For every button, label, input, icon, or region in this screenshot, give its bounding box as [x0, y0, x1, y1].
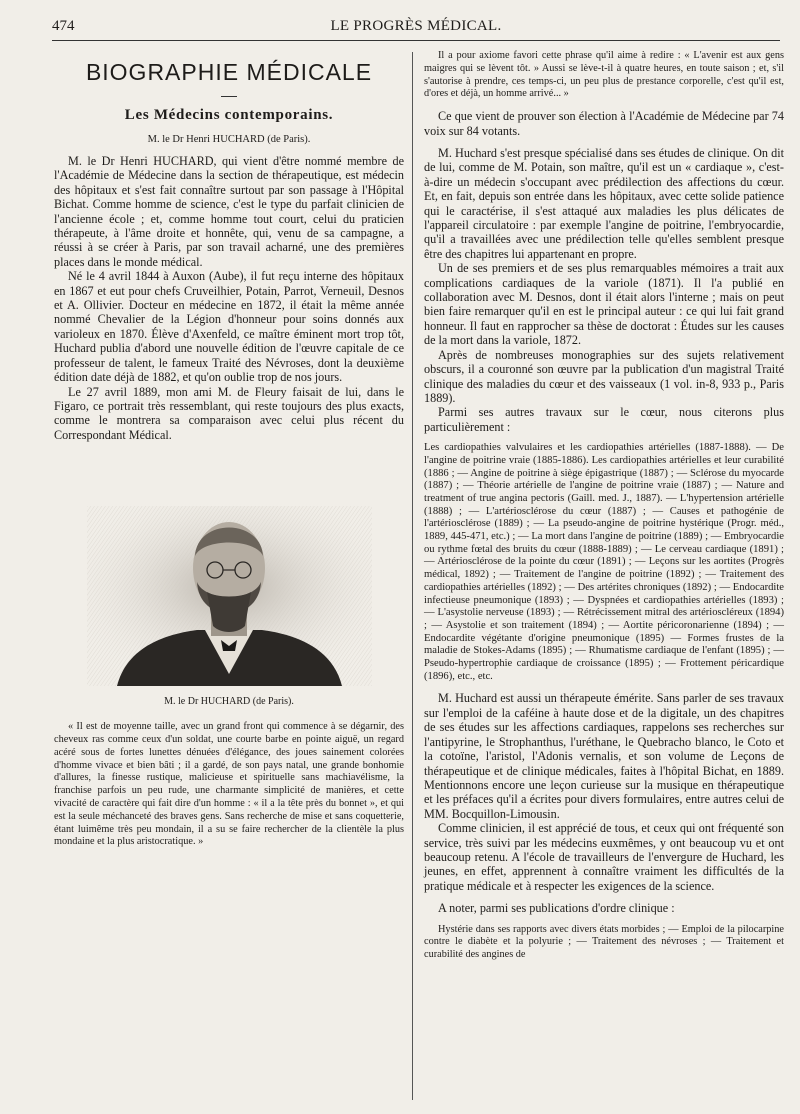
paragraph: M. Huchard est aussi un thérapeute émérite. Sans parler de ses travaux sur l'emploi de la caféine à haute dose et de la digitale, un des chapitres de ses études sur les affections cardiaques, rappelons ses recherches sur l'antipyrine, le Strophanthus, l'uréthane, le Quebracho blanco, le Coto et la cotoïne, l'aristol, l'Adonis vernalis, et son volume de Leçons de thérapeutique et de clinique médicales, faites à l'hôpital Bichat, en 1889. Mentionnons encore une leçon curieuse sur la musique en thérapeutique et les préfaces qu'il a écrites pour divers formulaires, entre autres celui de MM. Bocquillon-Limousin. — [424, 691, 784, 821]
left-column — [54, 55, 404, 849]
paragraph: Comme clinicien, il est apprécié de tous, et ceux qui ont fréquenté son service, très suivi par les médecins euxmêmes, y ont beaucoup vu et ont beaucoup retenu. A l'école de travailleurs de l'envergure de Huchard, les jeunes, en effet, apprennent à connaître vraiment les difficultés de la pratique médicale et à respecter les exigences de la science. — [424, 821, 784, 893]
right-column — [424, 50, 784, 962]
paragraph: Hystérie dans ses rapports avec divers états morbides ; — Emploi de la pilocarpine contre le diabète et la polyurie ; — Traitement des névroses ; — Traitement et curabilité des angines de — [424, 923, 784, 961]
paragraph: Né le 4 avril 1844 à Auxon (Aube), il fut reçu interne des hôpitaux en 1867 et eut pour chefs Cruveilhier, Potain, Parrot, Verneuil, Desnos et A. Ollivier. Docteur en médecine en 1872, il était la même année nommé Chevalier de la Légion d'honneur pour soins donnés aux varioleux en 1870. Élève d'Axenfeld, ce maître éminent mort trop tôt, Huchard publia d'abord une nouvelle édition de l'œuvre capitale de ce professeur de talent, le fameux Traité des Névroses, dont la deuxième édition date déjà de 1882, et qu'on oublie trop de nos jours. — [54, 269, 404, 385]
paragraph: Parmi ses autres travaux sur le cœur, nous citerons plus particulièrement : — [424, 405, 784, 434]
running-head: LE PROGRÈS MÉDICAL. — [330, 18, 502, 34]
paragraph: Un de ses premiers et de ses plus remarquables mémoires a trait aux complications cardiaques de la variole (1871). Il l'a publié en collaboration avec M. Desnos, dont il était alors l'interne ; mais on peut bien faire remarquer qu'il en est le principal auteur : ce qui lui fait grand honneur. Il faut en rapprocher sa thèse de doctorat : Études sur les causes de la mort dans la variole, 1872. — [424, 261, 784, 348]
column-divider — [412, 52, 413, 1100]
subsection-title: Les Médecins contemporains. — [124, 107, 334, 123]
bibliography-list: Les cardiopathies valvulaires et les cardiopathies artérielles (1887-1888). — De l'angine de poitrine vraie (1885-1886). Les cardiopathies artérielles et leur curabilité (1886 ; — Angine de poitrine à siège épigastrique (1887) ; — Sclérose du myocarde (1887) ; — Théorie artérielle de l'angine de poitrine vraie (1887) ; — Nature and treatment of true angina pectoris (Gaill. med. J., 1887). — L'hypertension artérielle (1888) ; — L'artériosclérose du cœur (1887) ; — Causes et pathogénie de l'artériosclérose (1889) ; — La pseudo-angine de poitrine hystérique (Progr. méd., 1889, 445-471, etc.) ; — La mort dans l'angine de poitrine (1889) ; — Embryocardie ou rythme fœtal des bruits du cœur (1888-1889) ; — Le cerveau cardiaque (1891) ; — Artériosclérose de la pointe du cœur (1891) ; — Leçons sur les aortites (Progrès médical, 1892) ; — Traitement de l'angine de poitrine (1892) ; — Traitement des cardiopathies artérielles (1892) ; — Des artérites chroniques (1892) ; — Endocardite infectieuse pneumonique (1893) ; — Dyspnées et cardiopathies artérielles (1893) ; — L'asystolie nerveuse (1893) ; — Rétrécissement mitral des artérioscléreux (1894) ; — Asystolie et son traitement (1894) ; — Aortite péricoronarienne (1894) ; — Endocardite végétante d'origine pneumonique (1895) — Formes frustes de la maladie de Stokes-Adams (1895) ; — Rhumatisme cardiaque de l'enfant (1895) ; — Pseudo-hypertrophie cardiaque de croissance (1895) ; — Frottement péricardique (1896), etc., etc. — [424, 442, 784, 682]
person-heading: M. le Dr Henri HUCHARD (de Paris). — [147, 134, 311, 145]
portrait-image — [87, 506, 372, 686]
paragraph: A noter, parmi ses publications d'ordre clinique : — [438, 901, 675, 916]
page-header — [52, 18, 780, 41]
quote-continuation: Il a pour axiome favori cette phrase qu'il aime à redire : « L'avenir est aux gens maigres qui se lèvent tôt. » Aussi se lève-t-il à quatre heures, en toute saison ; et, s'il s'autorise à prendre, ces temps-ci, un peu plus de prestance corporelle, c'est qu'il est, d'ores et déjà, un homme arrivé... » — [424, 50, 784, 100]
quote-paragraph: « Il est de moyenne taille, avec un grand front qui commence à se dégarnir, des cheveux ras comme ceux d'un soldat, une courte barbe en pointe aiguë, un regard acéré sous de fortes lunettes dénuées d'élégance, des joues sainement colorées d'homme vivace et bien bâti ; il a gardé, de son pays natal, une grande bonhomie d'allures, la finesse rustique, malicieuse et spirituelle sans machiavélisme, la franchise parfois un peu rude, une charmante simplicité de manières, et cette vivacité de caractère qui fait dire d'un homme : « il a la tête près du bonnet », et qui est la seule méchanceté des braves gens. Sans recherche de mise et sans coquetterie, étant luimême très peu mondain, il a su se faire rechercher de la clientèle la plus mondaine et la plus aristocratique. » — [54, 721, 404, 848]
title-dash — [221, 96, 237, 97]
portrait-caption: M. le Dr HUCHARD (de Paris). — [164, 696, 294, 708]
paragraph: Après de nombreuses monographies sur des sujets relativement obscurs, il a couronné son œuvre par la publication d'un magistral Traité clinique des maladies du cœur et des vaisseaux (1 vol. in-8, 933 p., Paris 1889). — [424, 347, 784, 405]
paragraph: Ce que vient de prouver son élection à l'Académie de Médecine par 74 voix sur 84 votants. — [424, 109, 784, 138]
section-title: BIOGRAPHIE MÉDICALE — [85, 59, 373, 85]
paragraph: Le 27 avril 1889, mon ami M. de Fleury faisait de lui, dans le Figaro, ce portrait très ressemblant, qui reste toujours des plus exacts, comme le montrera sa comparaison avec celui plus récent du Correspondant Médical. — [54, 384, 404, 442]
paragraph: M. le Dr Henri HUCHARD, qui vient d'être nommé membre de l'Académie de Médecine dans la section de thérapeutique, est médecin des hôpitaux et s'est fait connaître surtout par son passage à l'Hôpital Bichat. Comme homme de science, c'est le type du parfait clinicien de l'ancienne école ; et, comme homme tout court, celui du praticien thérapeute, à l'âme droite et honnête, qui, venu de sa campagne, a réussi à se créer à Paris, par son travail acharné, une des premières places dans le monde médical. — [54, 154, 404, 269]
page-number: 474 — [52, 18, 75, 34]
paragraph: M. Huchard s'est presque spécialisé dans ses études de clinique. On dit de lui, comme de M. Potain, son maître, qu'il est un « cardiaque », c'est-à-dire un médecin s'occupant avec prédilection des affections du cœur. Et, en fait, depuis son entrée dans les hôpitaux, avec cette solide patience qui le caractérise, il s'est attaqué aux maladies les plus délicates de l'appareil circulatoire : par exemple l'angine de poitrine, l'embryocardie, qu'il a travaillées avec une prédilection telle qu'elles semblent presque être des chapitres lui appartenant en propre. — [424, 146, 784, 261]
portrait-engraving — [87, 506, 372, 686]
